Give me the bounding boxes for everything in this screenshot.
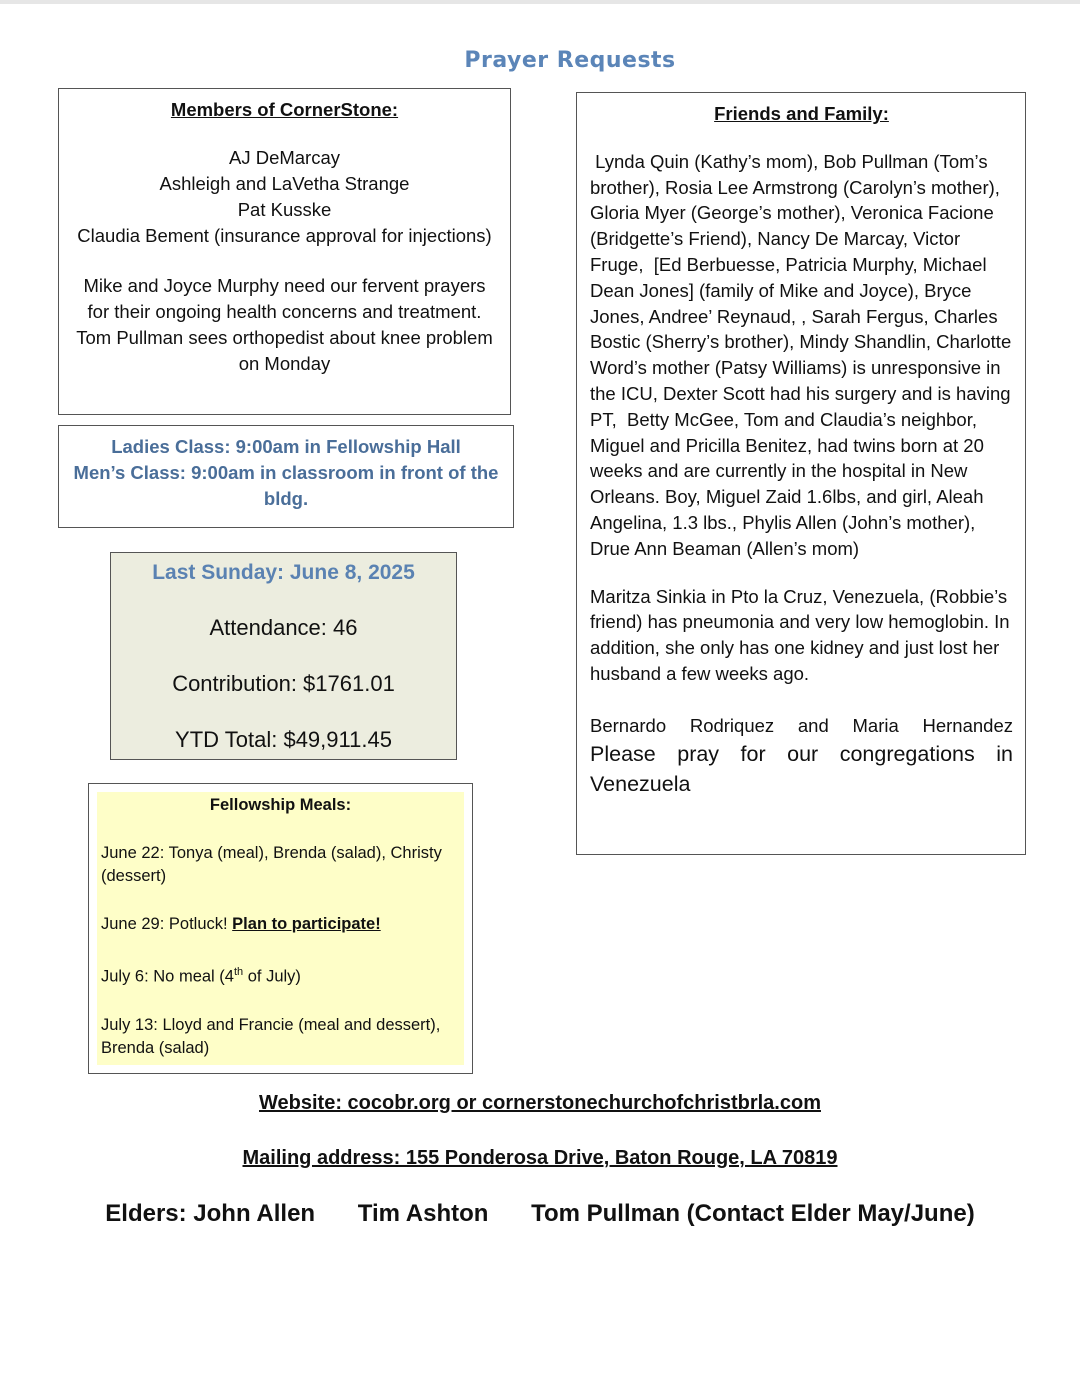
member-name: AJ DeMarcay (228, 147, 341, 168)
elder-2: Tim Ashton (357, 1200, 489, 1227)
meal-july6-text: July 6: No meal (4 (101, 967, 234, 986)
last-sunday-box (110, 552, 457, 760)
pray-line-1: Please pray for our congregations in (590, 741, 1013, 766)
member-name: Pat Kusske (237, 199, 332, 220)
meal-july13: July 13: Lloyd and Francie (meal and dessert), Brenda (salad) (101, 1015, 441, 1057)
meal-june29-text: June 29: Potluck! (101, 915, 233, 933)
elder-1: Elders: John Allen (105, 1200, 316, 1227)
pray-line-2: Venezuela (590, 771, 691, 796)
website-line: Website: cocobr.org or cornerstonechurchofchristbrla.com (259, 1092, 821, 1114)
ytd-total: YTD Total: $49,911.45 (175, 727, 392, 752)
classes-box (58, 425, 514, 528)
friends-paragraph-1: Lynda Quin (Kathy’s mom), Bob Pullman (Tom’s brother), Rosia Lee Armstrong (Carolyn’s mother), Gloria Myer (George’s mother), Veronica Facione (Bridgette’s Friend), Nancy De Marcay, Victor Fruge, [Ed Berbuesse, Patricia Murphy, Michael Dean Jones] (family of Mike and Joyce), Bryce Jones, Andree’ Reynaud, , Sarah Fergus, Charles Bostic (Sherry’s brother), Mindy Shandlin, Charlotte Word’s mother (Patsy Williams) is unresponsive in the ICU, Dexter Scott had his surgery and is having PT, Betty McGee, Tom and Claudia’s neighbor, Miguel and Pricilla Benitez, had twins born at 20 weeks and are currently in the hospital in New Orleans. Boy, Miguel Zaid 1.6lbs, and girl, Aleah Angelina, 1.3 lbs., Phylis Allen (John’s mother), Drue Ann Beaman (Allen’s mom) (590, 150, 1017, 559)
member-name: Ashleigh and LaVetha Strange (159, 173, 410, 194)
members-heading: Members of CornerStone: (170, 99, 399, 120)
attendance: Attendance: 46 (209, 615, 358, 640)
members-paragraph: Mike and Joyce Murphy need our fervent prayers for their ongoing health concerns and treatment. Tom Pullman sees orthopedist about knee problem on Monday (76, 275, 493, 374)
fellowship-meals-box (88, 783, 473, 1074)
elders-line (0, 1200, 1080, 1228)
members-box (58, 88, 511, 415)
top-border (0, 0, 1080, 4)
meal-june29 (101, 913, 460, 936)
meal-july6-suffix: of July) (243, 967, 301, 986)
meal-june22: June 22: Tonya (meal), Brenda (salad), Christy (dessert) (101, 844, 442, 885)
mailing-address: Mailing address: 155 Ponderosa Drive, Baton Rouge, LA 70819 (242, 1147, 838, 1169)
meals-panel (97, 792, 464, 1065)
friends-heading: Friends and Family: (714, 103, 889, 124)
members-list (71, 145, 498, 249)
meals-heading: Fellowship Meals: (209, 796, 352, 814)
friends-paragraph-2: Maritza Sinkia in Pto la Cruz, Venezuela, (Robbie’s friend) has pneumonia and very low hemoglobin. In addition, she only has one kidney and just lost her husband a few weeks ago. (590, 585, 1010, 684)
meal-july6 (101, 961, 460, 989)
elder-3: Tom Pullman (Contact Elder May/June) (531, 1200, 975, 1227)
ladies-class: Ladies Class: 9:00am in Fellowship Hall (111, 436, 461, 457)
bernardo-line: Bernardo Rodriquez and Maria Hernandez (590, 714, 1013, 736)
ordinal-suffix: th (233, 966, 244, 978)
page-title: Prayer Requests (464, 48, 676, 73)
member-name: Claudia Bement (insurance approval for injections) (77, 225, 492, 246)
mens-class: Men’s Class: 9:00am in classroom in front of the bldg. (73, 462, 499, 509)
contribution: Contribution: $1761.01 (172, 671, 395, 696)
plan-to-participate: Plan to participate! (232, 915, 381, 933)
last-sunday-title: Last Sunday: June 8, 2025 (152, 561, 415, 584)
friends-family-box (576, 92, 1026, 855)
